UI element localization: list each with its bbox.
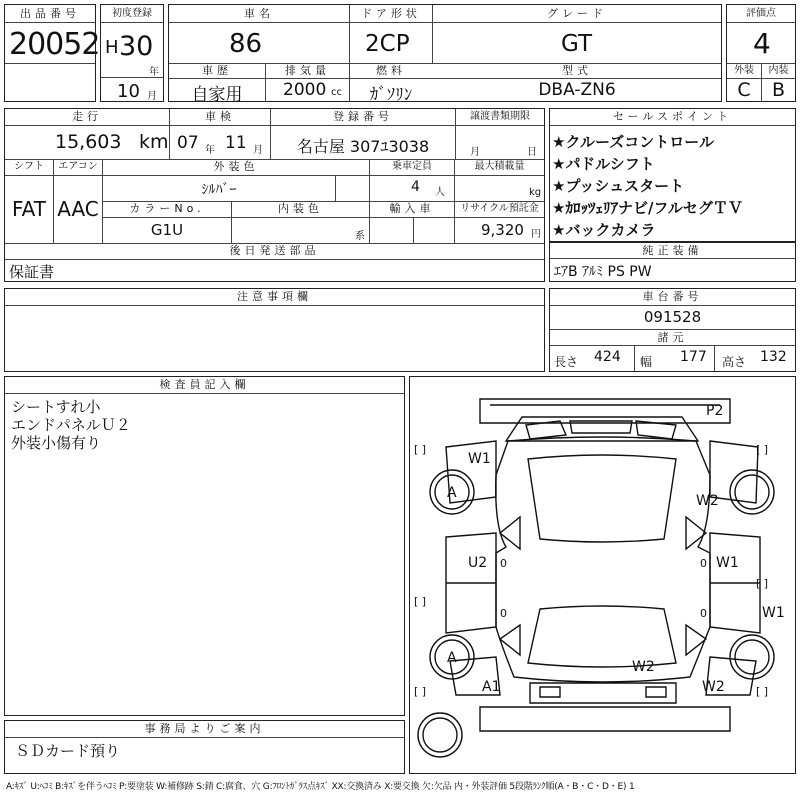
office-label: 事務局よりご案内	[144, 722, 265, 735]
height-label: 高さ	[722, 355, 747, 369]
lot-box	[4, 4, 100, 102]
mileage-unit: km	[139, 131, 169, 153]
mark-a1: A1	[482, 679, 501, 695]
mark-zero: 0	[500, 557, 507, 570]
score-box	[726, 4, 796, 102]
spare-tire	[418, 713, 462, 757]
mark-a-tl: A	[447, 485, 457, 501]
mark-zero: 0	[500, 607, 507, 620]
ext-rating-value: C	[737, 79, 751, 101]
office-box	[4, 720, 405, 774]
mark-w2-right: W2	[696, 493, 719, 509]
right-rear-arrow	[686, 625, 706, 655]
displacement-unit: cc	[331, 87, 342, 98]
car-name-label: 車名	[244, 7, 274, 20]
sales-point-item: ★クルーズコントロール	[552, 133, 714, 151]
cabin	[528, 455, 676, 542]
chassis-box	[549, 288, 796, 372]
ext-rating-label: 外装	[734, 65, 754, 76]
left-rear-arrow	[500, 625, 520, 655]
displacement-label: 排気量	[285, 64, 330, 77]
sales-point-item: ★パドルシフト	[552, 155, 655, 173]
inspection-month: 11	[225, 133, 247, 153]
car-name: 86	[229, 29, 263, 59]
notes-label: 注意事項欄	[237, 290, 312, 303]
first-reg-label: 初度登録	[112, 8, 152, 19]
spare-tire-inner	[423, 718, 457, 752]
history-label: 車歴	[202, 64, 232, 77]
later-parts-value: 保証書	[9, 263, 55, 281]
aircon-label: エアコン	[58, 161, 98, 172]
deadline-month-unit: 月	[470, 147, 480, 158]
wheel-rear-right-inner	[735, 640, 769, 674]
sales-points-label: セールスポイント	[612, 110, 732, 123]
car-diagram-svg	[410, 377, 795, 773]
recycle-value: 9,320	[481, 221, 524, 239]
rear-bumper-inner	[646, 687, 666, 697]
first-reg-year: 30	[119, 31, 154, 62]
equipment-box	[549, 242, 796, 282]
windshield-strip	[636, 421, 676, 439]
equipment-label: 純正装備	[642, 244, 703, 257]
model-code-value: DBA-ZN6	[538, 80, 616, 100]
chassis-label: 車台番号	[642, 290, 703, 303]
aircon-value: AAC	[57, 197, 99, 221]
length-label: 長さ	[554, 355, 579, 369]
rear-lower	[480, 707, 730, 731]
legend-footer: A:ｷｽﾞ U:ﾍｺﾐ B:ｷｽﾞを伴うﾍｺﾐ P:要塗装 W:補修跡 S:錆 C:腐食、穴 G:ﾌﾛﾝﾄｶﾞﾗｽ点ｷｽﾞ XX:交換済み X:要交換 欠:欠品 内・外装評価 5段階ﾗﾝｸ順(A・B・C・D・E) 1	[6, 782, 635, 792]
mark-zero: 0	[700, 557, 707, 570]
capacity-unit: 人	[435, 187, 445, 198]
inspector-line: 外装小傷有り	[11, 434, 102, 452]
bracket: [ ]	[414, 595, 427, 608]
first-reg-year-unit: 年	[149, 67, 159, 78]
rear-bumper-inner	[540, 687, 560, 697]
bracket: [ ]	[414, 443, 427, 456]
capacity-label: 乗車定員	[392, 161, 432, 172]
inspector-label: 検査員記入欄	[159, 378, 250, 391]
left-mirror	[500, 517, 520, 549]
plate-label: 登録番号	[333, 110, 393, 123]
fuel-label: 燃料	[376, 64, 406, 77]
lot-number: 20052	[9, 27, 100, 62]
recycle-unit: 円	[531, 229, 541, 240]
recycle-label: リサイクル預託金	[460, 203, 539, 214]
first-reg-month: 10	[117, 81, 140, 102]
mileage-value: 15,603	[55, 131, 122, 153]
mark-w1-far: W1	[762, 605, 785, 621]
windshield-strip	[526, 421, 566, 439]
dimensions-label: 諸元	[657, 331, 688, 344]
inspector-line: エンドパネルＵ２	[11, 416, 131, 434]
score-label: 評価点	[746, 8, 776, 19]
car-body	[496, 437, 710, 682]
mileage-label: 走行	[72, 110, 102, 123]
damage-diagram	[409, 376, 796, 774]
int-rating-value: B	[771, 79, 786, 101]
door-label: ドア形状	[361, 7, 421, 20]
width-value: 177	[680, 349, 707, 365]
notes-box	[4, 288, 545, 372]
shift-label: シフト	[14, 161, 44, 172]
capacity-value: 4	[411, 179, 420, 195]
sales-point-item: ★プッシュスタート	[552, 177, 685, 195]
equipment-value: ｴｱB ｱﾙﾐ PS PW	[554, 264, 652, 280]
wheel-front-right	[730, 470, 774, 514]
int-color-unit: 系	[355, 231, 365, 242]
inspection-month-unit: 月	[253, 145, 263, 156]
car-name-box	[168, 4, 722, 105]
first-reg-month-unit: 月	[147, 91, 157, 102]
rear-bumper	[530, 683, 676, 703]
grade-value: GT	[561, 31, 593, 57]
inspection-year: 07	[177, 133, 199, 153]
length-value: 424	[594, 349, 621, 365]
shift-value: FAT	[11, 197, 46, 221]
inspector-box	[4, 376, 405, 716]
int-rating-label: 内装	[768, 65, 789, 76]
bracket: [ ]	[414, 685, 427, 698]
ext-color-value: ｼﾙﾊﾞｰ	[201, 182, 237, 198]
bracket: [ ]	[756, 577, 769, 590]
later-parts-label: 後日発送部品	[229, 244, 320, 257]
history-value: 自家用	[191, 85, 243, 105]
mark-p2: P2	[706, 403, 724, 419]
grade-label: グレード	[547, 7, 607, 20]
deadline-day-unit: 日	[527, 147, 537, 158]
ext-color-label: 外装色	[213, 160, 259, 173]
score-value: 4	[753, 27, 771, 60]
inspection-year-unit: 年	[205, 145, 215, 156]
sales-point-item: ★バックカメラ	[552, 221, 656, 239]
bracket: [ ]	[756, 685, 769, 698]
sales-point-item: ★ｶﾛｯﾂｪﾘｱナビ/フルセグＴＶ	[552, 199, 743, 217]
mark-a-bl: A	[447, 650, 457, 666]
inspection-label: 車検	[205, 110, 235, 123]
model-code-label: 型式	[562, 64, 592, 77]
inspector-line: シートすれ小	[11, 398, 101, 416]
right-mirror	[686, 517, 706, 549]
fuel-value: ｶﾞｿﾘﾝ	[369, 85, 413, 105]
office-value: ＳＤカード預り	[15, 742, 121, 760]
color-no-value: G1U	[150, 221, 184, 239]
wheel-rear-right	[730, 635, 774, 679]
width-label: 幅	[640, 355, 653, 369]
max-load-label: 最大積載量	[474, 161, 525, 172]
chassis-number: 091528	[643, 308, 702, 326]
mark-w2-br: W2	[702, 679, 725, 695]
displacement-value: 2000	[283, 80, 327, 100]
import-label: 輸入車	[389, 202, 435, 215]
mark-w2-bottom: W2	[632, 659, 655, 675]
mark-zero: 0	[700, 607, 707, 620]
height-value: 132	[760, 349, 787, 365]
max-load-unit: kg	[529, 187, 542, 198]
int-color-label: 内装色	[278, 202, 323, 215]
door-type: 2CP	[365, 31, 410, 57]
first-reg-box	[100, 4, 164, 102]
first-reg-era: H	[105, 37, 119, 58]
bracket: [ ]	[756, 443, 769, 456]
wheel-front-right-inner	[735, 475, 769, 509]
deadline-label: 譲渡書類期限	[470, 111, 530, 122]
mark-u2: U2	[468, 555, 488, 571]
spec-table	[4, 108, 545, 282]
front-bumper	[480, 399, 730, 423]
mark-w1-right: W1	[716, 555, 739, 571]
color-no-label: カラーNo.	[129, 202, 205, 215]
plate-number: 名古屋 307ﾕ3038	[296, 137, 430, 156]
rear-window	[528, 606, 676, 667]
sales-points-box	[549, 108, 796, 242]
lot-label: 出品番号	[20, 7, 80, 20]
mark-w1-top: W1	[468, 451, 491, 467]
